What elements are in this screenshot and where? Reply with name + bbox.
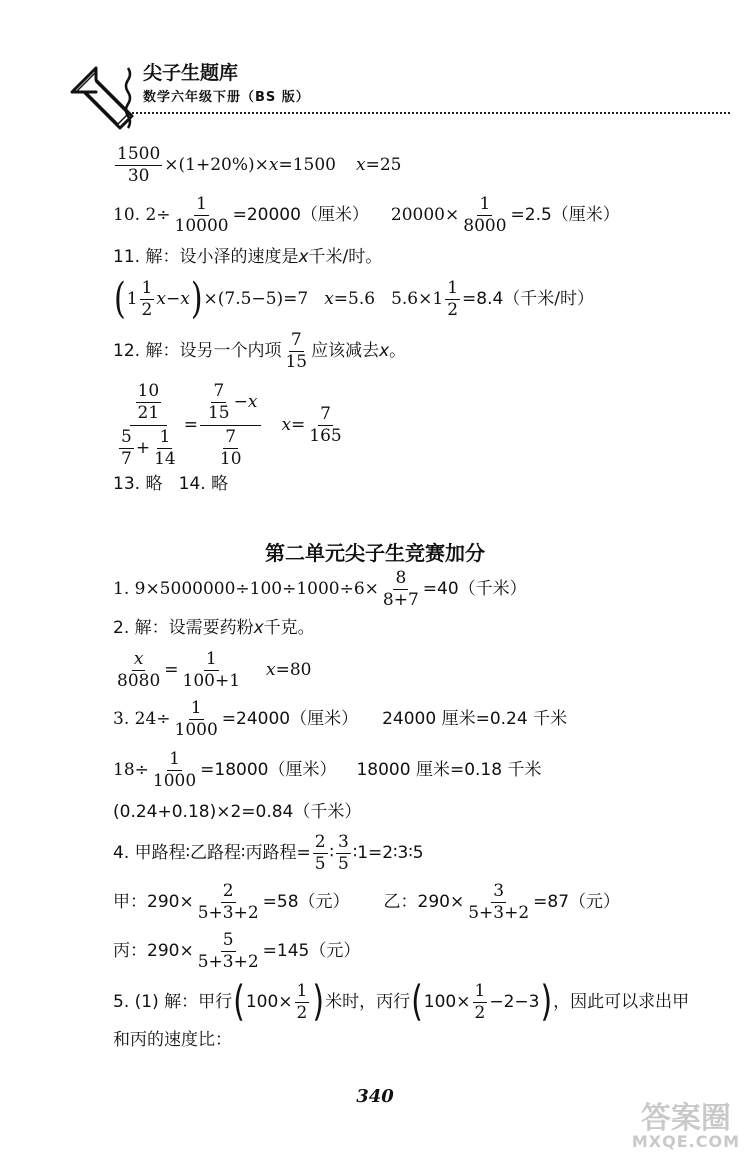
s2-answer-2 [113, 620, 315, 637]
numerator: 1 [479, 194, 491, 214]
text: 2. 解：设需要药粉 [113, 618, 254, 638]
numerator: 8 [395, 568, 407, 588]
numerator: 1 [205, 649, 217, 669]
denominator: 5+3+2 [197, 903, 259, 923]
s2-answer-2-equation [113, 651, 312, 690]
header-divider [132, 112, 730, 114]
variable: x [355, 155, 366, 175]
fraction [196, 932, 261, 971]
denominator: 15 [285, 352, 308, 372]
numerator: 2 [314, 832, 326, 852]
text: =5.6 [333, 289, 376, 309]
numerator: 1 [159, 427, 171, 447]
numerator: 2 [222, 881, 234, 901]
variable: x [156, 289, 166, 309]
numerator: 7 [213, 381, 225, 401]
denominator: 1000 [152, 771, 197, 791]
denominator: 8000 [463, 216, 507, 236]
text: ∶ [329, 843, 334, 863]
denominator: 1000 [174, 720, 218, 740]
numerator: x [133, 649, 144, 669]
text: 24000 厘米=0.24 千米 [382, 709, 568, 729]
fraction [151, 751, 198, 790]
numerator: 1 [447, 278, 459, 298]
book-subtitle: 数学六年级下册（BS 版） [143, 90, 310, 105]
fraction [173, 196, 231, 235]
text: 千米/时。 [308, 247, 383, 267]
text: 5. (1) 解：甲行 [113, 992, 233, 1012]
numerator: 1 [196, 194, 207, 214]
numerator: 1 [190, 698, 202, 718]
complex-fraction [115, 383, 182, 468]
text: 丙：290× [113, 941, 194, 961]
denominator: 2 [447, 300, 459, 320]
text: 4. 甲路程∶乙路程∶丙路程= [113, 843, 311, 863]
fraction [473, 983, 488, 1022]
fraction [152, 429, 178, 468]
s2-answer-4-line3 [113, 932, 360, 971]
fraction [136, 383, 162, 422]
denominator: 10 [219, 449, 242, 469]
text: 甲：290× [113, 892, 194, 912]
fraction [336, 834, 351, 873]
text: 11. 解：设小泽的速度是 [113, 247, 299, 267]
text: ，因此可以求出甲 [553, 992, 690, 1012]
paren: ) [540, 977, 553, 1027]
text: ∶1=2∶3∶5 [352, 843, 424, 863]
text: 100× [423, 992, 471, 1012]
fraction [115, 651, 162, 690]
fraction [140, 280, 155, 319]
answer-11 [113, 249, 382, 266]
denominator: 8+7 [382, 590, 419, 610]
paren: ( [411, 977, 423, 1027]
denominator: 100+1 [182, 671, 241, 691]
fraction [313, 834, 328, 873]
text: 12. 解：设另一个内项 [113, 341, 282, 361]
text: =18000（厘米） [200, 760, 337, 780]
denominator: 8080 [117, 671, 161, 691]
fraction [445, 280, 460, 319]
s2-answer-3-line3 [113, 804, 361, 821]
text: =80 [275, 660, 312, 680]
text: 和丙的速度比： [113, 1030, 232, 1050]
s2-answer-3 [113, 700, 567, 739]
paren: ) [312, 977, 325, 1027]
numerator: 10 [137, 381, 160, 401]
answer-13-14 [113, 476, 228, 493]
numerator: 1500 [117, 144, 161, 164]
text: + [135, 438, 151, 458]
text: 18÷ [113, 760, 149, 780]
text: =8.4（千米/时） [462, 289, 595, 309]
denominator: 5+3+2 [197, 952, 259, 972]
s2-answer-4-line2 [113, 883, 620, 922]
fraction [115, 146, 162, 185]
section-title: 第二单元尖子生竞赛加分 [265, 541, 485, 565]
text: 100× [245, 992, 293, 1012]
variable: x [298, 247, 309, 267]
text: − [233, 392, 248, 412]
fraction [466, 883, 531, 922]
numerator: 1 [296, 981, 308, 1001]
text: =20000（厘米） [232, 205, 369, 225]
text: 18000 厘米=0.18 千米 [356, 760, 542, 780]
numerator: 1 [474, 981, 486, 1001]
text: 1. 9×5000000÷100÷1000÷6× [113, 579, 379, 599]
numerator: 7 [290, 330, 302, 350]
variable: x [379, 341, 390, 361]
text: =1500 [278, 155, 336, 175]
answer-12-equation [113, 383, 346, 468]
text: 应该减去 [311, 341, 380, 361]
s2-answer-5-line2 [113, 1032, 232, 1049]
denominator: 2 [296, 1003, 308, 1023]
fraction [206, 383, 232, 422]
text: − [165, 289, 181, 309]
text: =2.5（厘米） [510, 205, 620, 225]
numerator: 5 [121, 427, 132, 447]
denominator: 5 [337, 854, 349, 874]
numerator: 3 [493, 881, 505, 901]
text: ×(7.5−5)=7 [203, 289, 309, 309]
answer-line [113, 146, 401, 185]
numerator: 1 [141, 278, 153, 298]
text: 20000× [390, 205, 460, 225]
fraction [295, 983, 310, 1022]
numerator: 5 [222, 930, 234, 950]
denominator: 5 [314, 854, 326, 874]
fraction [283, 332, 309, 371]
answer-10 [113, 196, 620, 235]
text: 13. 略 14. 略 [113, 474, 229, 494]
text: (0.24+0.18)×2=0.84（千米） [113, 802, 362, 822]
text: 10. 2÷ [113, 205, 171, 225]
watermark-text: 答案圈 [640, 1101, 731, 1136]
text: −2−3 [489, 992, 540, 1012]
denominator: 165 [309, 426, 342, 446]
variable: x [253, 618, 264, 638]
numerator: 1 [169, 749, 180, 769]
page-number: 340 [356, 1086, 394, 1107]
fraction [218, 429, 244, 468]
denominator: 15 [207, 403, 230, 423]
numerator: 3 [337, 832, 349, 852]
text: 。 [389, 341, 407, 361]
variable: x [180, 289, 190, 309]
paren: ) [190, 274, 203, 324]
denominator: 10000 [174, 216, 229, 236]
variable: x [266, 660, 276, 680]
paren: ( [114, 274, 126, 324]
variable: x [268, 155, 279, 175]
text: 3. 24÷ [113, 709, 171, 729]
text: =87（元） [533, 892, 621, 912]
denominator: 2 [474, 1003, 486, 1023]
answer-11-equation [113, 274, 595, 324]
text: =25 [365, 155, 402, 175]
s2-answer-3-line2 [113, 751, 541, 790]
s2-answer-1 [113, 570, 527, 609]
text: 米时，丙行 [325, 992, 411, 1012]
denominator: 5+3+2 [468, 903, 530, 923]
text: ×(1+20%)× [164, 155, 269, 175]
paren: ( [233, 977, 245, 1027]
numerator: 7 [320, 404, 331, 424]
watermark-url: MXQE.COM [631, 1132, 740, 1151]
text: =145（元） [262, 941, 361, 961]
book-title: 尖子生题库 [143, 62, 239, 84]
fraction [181, 651, 243, 690]
complex-fraction [200, 383, 261, 468]
fraction [307, 406, 343, 445]
denominator: 7 [121, 449, 132, 469]
variable: x [324, 289, 334, 309]
text: =40（千米） [422, 579, 527, 599]
fraction [173, 700, 220, 739]
text: =24000（厘米） [221, 709, 359, 729]
denominator: 2 [141, 300, 153, 320]
text: = [291, 415, 306, 435]
text: = [164, 660, 179, 680]
text: 千克。 [263, 618, 315, 638]
s2-answer-5 [113, 977, 690, 1027]
denominator: 30 [127, 166, 150, 186]
text: =58（元） [262, 892, 350, 912]
fraction [119, 429, 134, 468]
variable: x [281, 415, 292, 435]
watermark-logo [631, 1101, 740, 1151]
fraction [381, 570, 421, 609]
s2-answer-4 [113, 834, 424, 873]
text: 1 [126, 289, 138, 309]
denominator: 21 [137, 403, 160, 423]
answer-12 [113, 332, 406, 371]
text: = [183, 415, 198, 435]
numerator: 7 [225, 427, 237, 447]
denominator: 14 [154, 449, 176, 469]
variable: x [247, 392, 258, 412]
fraction [461, 196, 508, 235]
fraction [196, 883, 261, 922]
text: 5.6×1 [391, 289, 444, 309]
text: 乙：290× [383, 892, 465, 912]
arrow-logo-icon [66, 62, 138, 134]
